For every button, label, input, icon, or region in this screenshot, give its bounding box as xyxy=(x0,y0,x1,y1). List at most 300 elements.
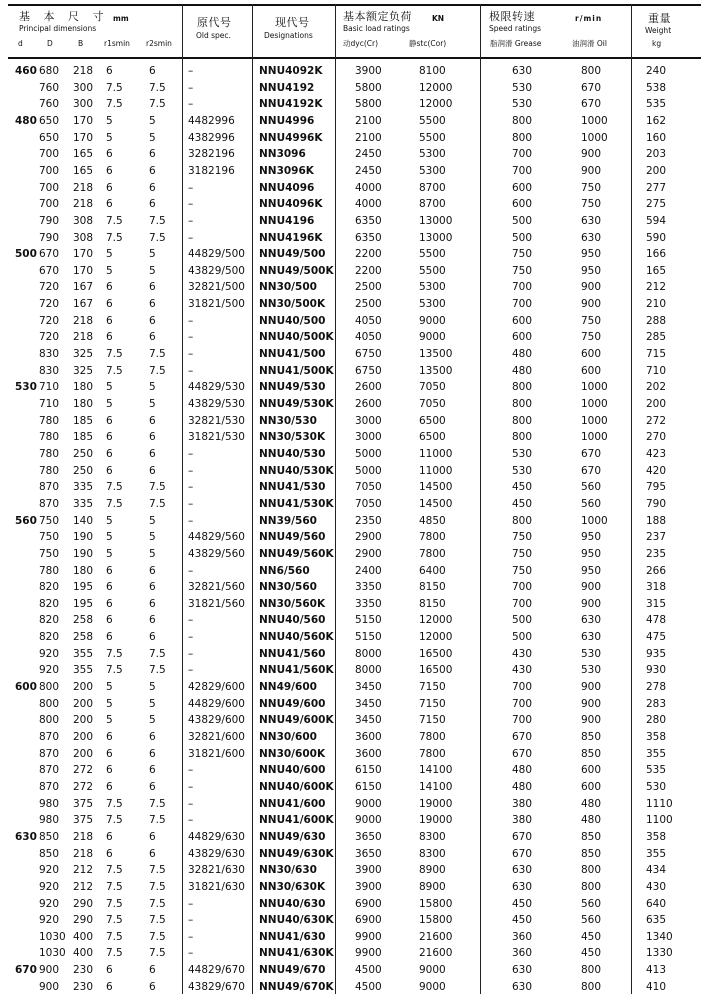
static-load-cor-cell: 13500 xyxy=(419,348,453,361)
dynamic-load-cr-cell: 2100 xyxy=(355,114,382,127)
old-spec-cell: 3282196 xyxy=(188,148,235,161)
weight-cell: 430 xyxy=(646,880,667,893)
r2smin-cell: 5 xyxy=(149,697,156,710)
width-B-cell: 190 xyxy=(73,547,94,560)
r2smin-cell: 7.5 xyxy=(149,231,166,244)
weight-cell: 590 xyxy=(646,231,667,244)
dynamic-load-cr-cell: 3600 xyxy=(355,747,382,760)
speed-grease-cell: 530 xyxy=(512,81,533,94)
width-B-cell: 170 xyxy=(73,248,94,261)
dynamic-load-cr-cell: 5150 xyxy=(355,631,382,644)
width-B-cell: 170 xyxy=(73,131,94,144)
r2smin-cell: 7.5 xyxy=(149,348,166,361)
weight-en: Weight xyxy=(645,26,672,35)
designations-cn: 现代号 xyxy=(275,16,310,29)
r1smin-cell: 7.5 xyxy=(106,880,123,893)
table-row xyxy=(0,346,701,363)
r2smin-cell: 6 xyxy=(149,581,156,594)
old-spec-cell: – xyxy=(188,364,194,377)
outer-D-cell: 900 xyxy=(39,964,60,977)
speed-cn: 极限转速 xyxy=(489,10,535,23)
speed-grease-cell: 380 xyxy=(512,814,533,827)
designation-cell: NNU41/530 xyxy=(259,481,326,494)
weight-cell: 413 xyxy=(646,964,667,977)
bore-d-cell: 600 xyxy=(15,681,37,694)
static-load-cor-cell: 7800 xyxy=(419,531,446,544)
speed-oil-cell: 600 xyxy=(581,764,602,777)
old-spec-cell: – xyxy=(188,214,194,227)
table-row xyxy=(0,879,701,896)
weight-cell: 280 xyxy=(646,714,667,727)
table-row xyxy=(0,696,701,713)
r2smin-cell: 7.5 xyxy=(149,880,166,893)
col-cor: 静stc(Cor) xyxy=(409,39,447,48)
r1smin-cell: 7.5 xyxy=(106,914,123,927)
outer-D-cell: 650 xyxy=(39,131,60,144)
table-row xyxy=(0,729,701,746)
table-row xyxy=(0,246,701,263)
speed-grease-cell: 500 xyxy=(512,231,533,244)
speed-oil-cell: 950 xyxy=(581,531,602,544)
table-row xyxy=(0,596,701,613)
speed-grease-cell: 500 xyxy=(512,214,533,227)
r2smin-cell: 7.5 xyxy=(149,814,166,827)
width-B-cell: 335 xyxy=(73,497,94,510)
outer-D-cell: 870 xyxy=(39,747,60,760)
speed-oil-cell: 560 xyxy=(581,897,602,910)
r1smin-cell: 7.5 xyxy=(106,348,123,361)
table-row xyxy=(0,679,701,696)
outer-D-cell: 830 xyxy=(39,364,60,377)
table-row xyxy=(0,463,701,480)
speed-oil-cell: 480 xyxy=(581,814,602,827)
designation-cell: NNU41/600K xyxy=(259,814,334,827)
outer-D-cell: 1030 xyxy=(39,930,66,943)
outer-D-cell: 830 xyxy=(39,348,60,361)
static-load-cor-cell: 7150 xyxy=(419,714,446,727)
static-load-cor-cell: 5300 xyxy=(419,164,446,177)
weight-cell: 1330 xyxy=(646,947,673,960)
designation-cell: NNU40/630K xyxy=(259,914,334,927)
r1smin-cell: 7.5 xyxy=(106,947,123,960)
old-spec-cell: 43829/630 xyxy=(188,847,245,860)
speed-oil-cell: 560 xyxy=(581,497,602,510)
speed-oil-cell: 530 xyxy=(581,664,602,677)
speed-grease-cell: 750 xyxy=(512,547,533,560)
speed-grease-cell: 800 xyxy=(512,514,533,527)
speed-oil-cell: 670 xyxy=(581,98,602,111)
col-r1smin: r1smin xyxy=(104,39,130,48)
static-load-cor-cell: 12000 xyxy=(419,614,453,627)
r1smin-cell: 7.5 xyxy=(106,481,123,494)
table-row xyxy=(0,579,701,596)
width-B-cell: 218 xyxy=(73,198,94,211)
bore-d-cell: 460 xyxy=(15,65,37,77)
r2smin-cell: 6 xyxy=(149,298,156,311)
old-spec-cell: 43829/670 xyxy=(188,980,245,993)
col-r2smin: r2smin xyxy=(146,39,172,48)
speed-grease-cell: 750 xyxy=(512,564,533,577)
speed-grease-cell: 600 xyxy=(512,181,533,194)
designation-cell: NN6/560 xyxy=(259,564,310,577)
weight-cell: 358 xyxy=(646,830,667,843)
weight-cell: 266 xyxy=(646,564,667,577)
designation-cell: NNU49/630K xyxy=(259,847,334,860)
weight-cell: 203 xyxy=(646,148,667,161)
dynamic-load-cr-cell: 8000 xyxy=(355,647,382,660)
old-spec-cell: – xyxy=(188,198,194,211)
table-row xyxy=(0,63,701,80)
static-load-cor-cell: 5500 xyxy=(419,264,446,277)
speed-oil-cell: 630 xyxy=(581,214,602,227)
dims-unit: mm xyxy=(113,14,129,23)
dynamic-load-cr-cell: 2900 xyxy=(355,531,382,544)
table-row xyxy=(0,929,701,946)
r2smin-cell: 5 xyxy=(149,264,156,277)
dynamic-load-cr-cell: 9000 xyxy=(355,797,382,810)
dynamic-load-cr-cell: 3650 xyxy=(355,830,382,843)
static-load-cor-cell: 9000 xyxy=(419,331,446,344)
table-row xyxy=(0,279,701,296)
col-B: B xyxy=(78,39,84,48)
speed-oil-cell: 900 xyxy=(581,714,602,727)
table-row xyxy=(0,546,701,563)
speed-grease-cell: 430 xyxy=(512,664,533,677)
r2smin-cell: 7.5 xyxy=(149,98,166,111)
r2smin-cell: 7.5 xyxy=(149,664,166,677)
designation-cell: NNU49/600 xyxy=(259,697,326,710)
table-row xyxy=(0,396,701,413)
r2smin-cell: 6 xyxy=(149,847,156,860)
dynamic-load-cr-cell: 4500 xyxy=(355,964,382,977)
r2smin-cell: 6 xyxy=(149,198,156,211)
dims-title: 基 本 尺 寸 xyxy=(19,10,109,23)
static-load-cor-cell: 15800 xyxy=(419,897,453,910)
designation-cell: NNU4192K xyxy=(259,98,323,111)
weight-cell: 162 xyxy=(646,114,667,127)
speed-grease-cell: 670 xyxy=(512,747,533,760)
speed-oil-cell: 850 xyxy=(581,747,602,760)
speed-grease-cell: 800 xyxy=(512,431,533,444)
dynamic-load-cr-cell: 3350 xyxy=(355,581,382,594)
bore-d-cell: 530 xyxy=(15,381,37,394)
load-cn: 基本额定负荷 xyxy=(343,10,412,23)
speed-oil-cell: 950 xyxy=(581,564,602,577)
r1smin-cell: 7.5 xyxy=(106,497,123,510)
r2smin-cell: 5 xyxy=(149,398,156,410)
speed-grease-cell: 480 xyxy=(512,364,533,377)
designation-cell: NN30/500K xyxy=(259,298,326,311)
table-row xyxy=(0,646,701,663)
width-B-cell: 325 xyxy=(73,348,94,361)
r2smin-cell: 7.5 xyxy=(149,481,166,494)
designation-cell: NNU49/530 xyxy=(259,381,326,394)
speed-oil-cell: 630 xyxy=(581,614,602,627)
designation-cell: NNU41/630K xyxy=(259,947,334,960)
speed-oil-cell: 850 xyxy=(581,830,602,843)
speed-grease-cell: 480 xyxy=(512,764,533,777)
dynamic-load-cr-cell: 3000 xyxy=(355,431,382,444)
r1smin-cell: 6 xyxy=(106,314,113,327)
r2smin-cell: 5 xyxy=(149,547,156,560)
bore-d-cell: 630 xyxy=(15,830,37,843)
table-row xyxy=(0,712,701,729)
speed-oil-cell: 900 xyxy=(581,148,602,161)
table-row xyxy=(0,812,701,829)
width-B-cell: 167 xyxy=(73,298,94,311)
outer-D-cell: 780 xyxy=(39,447,60,460)
designation-cell: NNU49/500K xyxy=(259,264,334,277)
width-B-cell: 180 xyxy=(73,398,94,410)
table-row xyxy=(0,829,701,846)
old-spec-cell: 31821/560 xyxy=(188,597,245,610)
designation-cell: NNU49/560K xyxy=(259,547,334,560)
speed-grease-cell: 530 xyxy=(512,447,533,460)
outer-D-cell: 850 xyxy=(39,847,60,860)
designation-cell: NN30/530K xyxy=(259,431,326,444)
table-row xyxy=(0,496,701,513)
speed-oil-cell: 900 xyxy=(581,597,602,610)
old-spec-cell: – xyxy=(188,631,194,644)
table-row xyxy=(0,513,701,530)
r2smin-cell: 6 xyxy=(149,148,156,161)
dynamic-load-cr-cell: 6900 xyxy=(355,914,382,927)
weight-cell: 166 xyxy=(646,248,667,261)
width-B-cell: 230 xyxy=(73,980,94,993)
dynamic-load-cr-cell: 2500 xyxy=(355,281,382,294)
old-spec-cell: – xyxy=(188,930,194,943)
r1smin-cell: 6 xyxy=(106,614,113,627)
table-row xyxy=(0,862,701,879)
table-row xyxy=(0,113,701,130)
designation-cell: NNU41/530K xyxy=(259,497,334,510)
dynamic-load-cr-cell: 3450 xyxy=(355,681,382,694)
old-spec-cell: 44829/530 xyxy=(188,381,245,394)
r2smin-cell: 7.5 xyxy=(149,947,166,960)
static-load-cor-cell: 5500 xyxy=(419,131,446,144)
col-cr: 动dyc(Cr) xyxy=(343,39,378,48)
load-unit: KN xyxy=(432,14,445,23)
weight-cell: 188 xyxy=(646,514,667,527)
speed-grease-cell: 700 xyxy=(512,581,533,594)
old-spec-cell: 44829/600 xyxy=(188,697,245,710)
r1smin-cell: 6 xyxy=(106,731,113,743)
bore-d-cell: 500 xyxy=(15,248,37,261)
old-spec-cell: 44829/560 xyxy=(188,531,245,544)
weight-cell: 594 xyxy=(646,214,667,227)
outer-D-cell: 900 xyxy=(39,980,60,993)
table-row xyxy=(0,263,701,280)
static-load-cor-cell: 13000 xyxy=(419,214,453,227)
old-spec-cell: 43829/500 xyxy=(188,264,245,277)
old-spec-cell: – xyxy=(188,664,194,677)
speed-grease-cell: 600 xyxy=(512,314,533,327)
r1smin-cell: 6 xyxy=(106,164,113,177)
r1smin-cell: 5 xyxy=(106,714,113,727)
width-B-cell: 200 xyxy=(73,697,94,710)
speed-grease-cell: 700 xyxy=(512,681,533,694)
table-row xyxy=(0,196,701,213)
weight-cell: 635 xyxy=(646,914,667,927)
r2smin-cell: 5 xyxy=(149,381,156,394)
speed-oil-cell: 1000 xyxy=(581,131,608,144)
weight-cell: 355 xyxy=(646,747,667,760)
table-row xyxy=(0,329,701,346)
r1smin-cell: 5 xyxy=(106,114,113,127)
static-load-cor-cell: 13500 xyxy=(419,364,453,377)
designation-cell: NNU4096 xyxy=(259,181,315,194)
speed-grease-cell: 360 xyxy=(512,947,533,960)
speed-grease-cell: 600 xyxy=(512,198,533,211)
r2smin-cell: 5 xyxy=(149,248,156,261)
r1smin-cell: 6 xyxy=(106,148,113,161)
r1smin-cell: 5 xyxy=(106,697,113,710)
table-row xyxy=(0,180,701,197)
dynamic-load-cr-cell: 2400 xyxy=(355,564,382,577)
table-row xyxy=(0,796,701,813)
designation-cell: NNU40/630 xyxy=(259,897,326,910)
static-load-cor-cell: 7800 xyxy=(419,547,446,560)
static-load-cor-cell: 9000 xyxy=(419,964,446,977)
old-spec-cell: – xyxy=(188,81,194,94)
weight-cell: 410 xyxy=(646,980,667,993)
old-spec-cell: 44829/630 xyxy=(188,830,245,843)
static-load-cor-cell: 12000 xyxy=(419,81,453,94)
speed-oil-cell: 670 xyxy=(581,447,602,460)
width-B-cell: 167 xyxy=(73,281,94,294)
r2smin-cell: 5 xyxy=(149,131,156,144)
outer-D-cell: 800 xyxy=(39,697,60,710)
outer-D-cell: 920 xyxy=(39,664,60,677)
weight-cell: 200 xyxy=(646,398,667,410)
speed-oil-cell: 800 xyxy=(581,880,602,893)
table-row xyxy=(0,779,701,796)
outer-D-cell: 670 xyxy=(39,248,60,261)
designation-cell: NNU41/560 xyxy=(259,647,326,660)
r2smin-cell: 7.5 xyxy=(149,497,166,510)
static-load-cor-cell: 7150 xyxy=(419,697,446,710)
speed-oil-cell: 900 xyxy=(581,681,602,694)
speed-oil-cell: 630 xyxy=(581,631,602,644)
old-spec-cell: 44829/670 xyxy=(188,964,245,977)
header-bottom-rule xyxy=(8,57,701,59)
designation-cell: NN30/560 xyxy=(259,581,317,594)
dynamic-load-cr-cell: 9900 xyxy=(355,930,382,943)
designation-cell: NN30/530 xyxy=(259,414,317,427)
static-load-cor-cell: 8100 xyxy=(419,65,446,77)
old-spec-cell: 43829/560 xyxy=(188,547,245,560)
weight-cell: 795 xyxy=(646,481,667,494)
speed-oil-cell: 750 xyxy=(581,314,602,327)
static-load-cor-cell: 5300 xyxy=(419,298,446,311)
table-row xyxy=(0,213,701,230)
designation-cell: NN30/600K xyxy=(259,747,326,760)
static-load-cor-cell: 7050 xyxy=(419,381,446,394)
old-spec-cell: 43829/600 xyxy=(188,714,245,727)
outer-D-cell: 820 xyxy=(39,631,60,644)
r2smin-cell: 6 xyxy=(149,597,156,610)
weight-cell: 478 xyxy=(646,614,667,627)
old-spec-cell: – xyxy=(188,65,194,77)
designation-cell: NNU41/600 xyxy=(259,797,326,810)
old-spec-cell: – xyxy=(188,231,194,244)
old-spec-cell: – xyxy=(188,947,194,960)
designation-cell: NN3096 xyxy=(259,148,306,161)
outer-D-cell: 920 xyxy=(39,864,60,877)
dynamic-load-cr-cell: 2200 xyxy=(355,248,382,261)
outer-D-cell: 920 xyxy=(39,880,60,893)
table-row xyxy=(0,746,701,763)
r1smin-cell: 6 xyxy=(106,181,113,194)
speed-grease-cell: 630 xyxy=(512,864,533,877)
r2smin-cell: 7.5 xyxy=(149,930,166,943)
r1smin-cell: 5 xyxy=(106,514,113,527)
old-spec-cell: 44829/500 xyxy=(188,248,245,261)
r2smin-cell: 7.5 xyxy=(149,214,166,227)
old-spec-cell: – xyxy=(188,647,194,660)
static-load-cor-cell: 5500 xyxy=(419,114,446,127)
weight-cn: 重量 xyxy=(648,12,671,25)
static-load-cor-cell: 14500 xyxy=(419,497,453,510)
weight-cell: 423 xyxy=(646,447,667,460)
outer-D-cell: 920 xyxy=(39,914,60,927)
table-row xyxy=(0,230,701,247)
static-load-cor-cell: 11000 xyxy=(419,464,453,477)
outer-D-cell: 870 xyxy=(39,481,60,494)
weight-cell: 160 xyxy=(646,131,667,144)
outer-D-cell: 820 xyxy=(39,597,60,610)
outer-D-cell: 980 xyxy=(39,797,60,810)
r1smin-cell: 7.5 xyxy=(106,814,123,827)
designation-cell: NNU49/630 xyxy=(259,830,326,843)
outer-D-cell: 680 xyxy=(39,65,60,77)
static-load-cor-cell: 12000 xyxy=(419,98,453,111)
old-spec-cell: – xyxy=(188,331,194,344)
dynamic-load-cr-cell: 8000 xyxy=(355,664,382,677)
designation-cell: NN30/560K xyxy=(259,597,326,610)
speed-grease-cell: 530 xyxy=(512,464,533,477)
outer-D-cell: 790 xyxy=(39,214,60,227)
dynamic-load-cr-cell: 6350 xyxy=(355,214,382,227)
designation-cell: NNU4092K xyxy=(259,65,323,77)
dynamic-load-cr-cell: 3650 xyxy=(355,847,382,860)
weight-cell: 270 xyxy=(646,431,667,444)
static-load-cor-cell: 14500 xyxy=(419,481,453,494)
table-row xyxy=(0,962,701,979)
speed-grease-cell: 700 xyxy=(512,298,533,311)
table-row xyxy=(0,313,701,330)
weight-cell: 434 xyxy=(646,864,667,877)
speed-grease-cell: 800 xyxy=(512,414,533,427)
weight-cell: 285 xyxy=(646,331,667,344)
weight-cell: 535 xyxy=(646,764,667,777)
dynamic-load-cr-cell: 2500 xyxy=(355,298,382,311)
r2smin-cell: 6 xyxy=(149,764,156,777)
weight-cell: 277 xyxy=(646,181,667,194)
col-oil: 油润滑 Oil xyxy=(572,39,607,48)
r2smin-cell: 7.5 xyxy=(149,797,166,810)
designation-cell: NNU4196K xyxy=(259,231,323,244)
weight-cell: 202 xyxy=(646,381,667,394)
width-B-cell: 180 xyxy=(73,564,94,577)
weight-cell: 935 xyxy=(646,647,667,660)
designation-cell: NNU4196 xyxy=(259,214,315,227)
static-load-cor-cell: 8700 xyxy=(419,181,446,194)
speed-oil-cell: 800 xyxy=(581,964,602,977)
old-spec-en: Old spec. xyxy=(196,31,231,40)
outer-D-cell: 750 xyxy=(39,531,60,544)
weight-cell: 240 xyxy=(646,65,667,77)
